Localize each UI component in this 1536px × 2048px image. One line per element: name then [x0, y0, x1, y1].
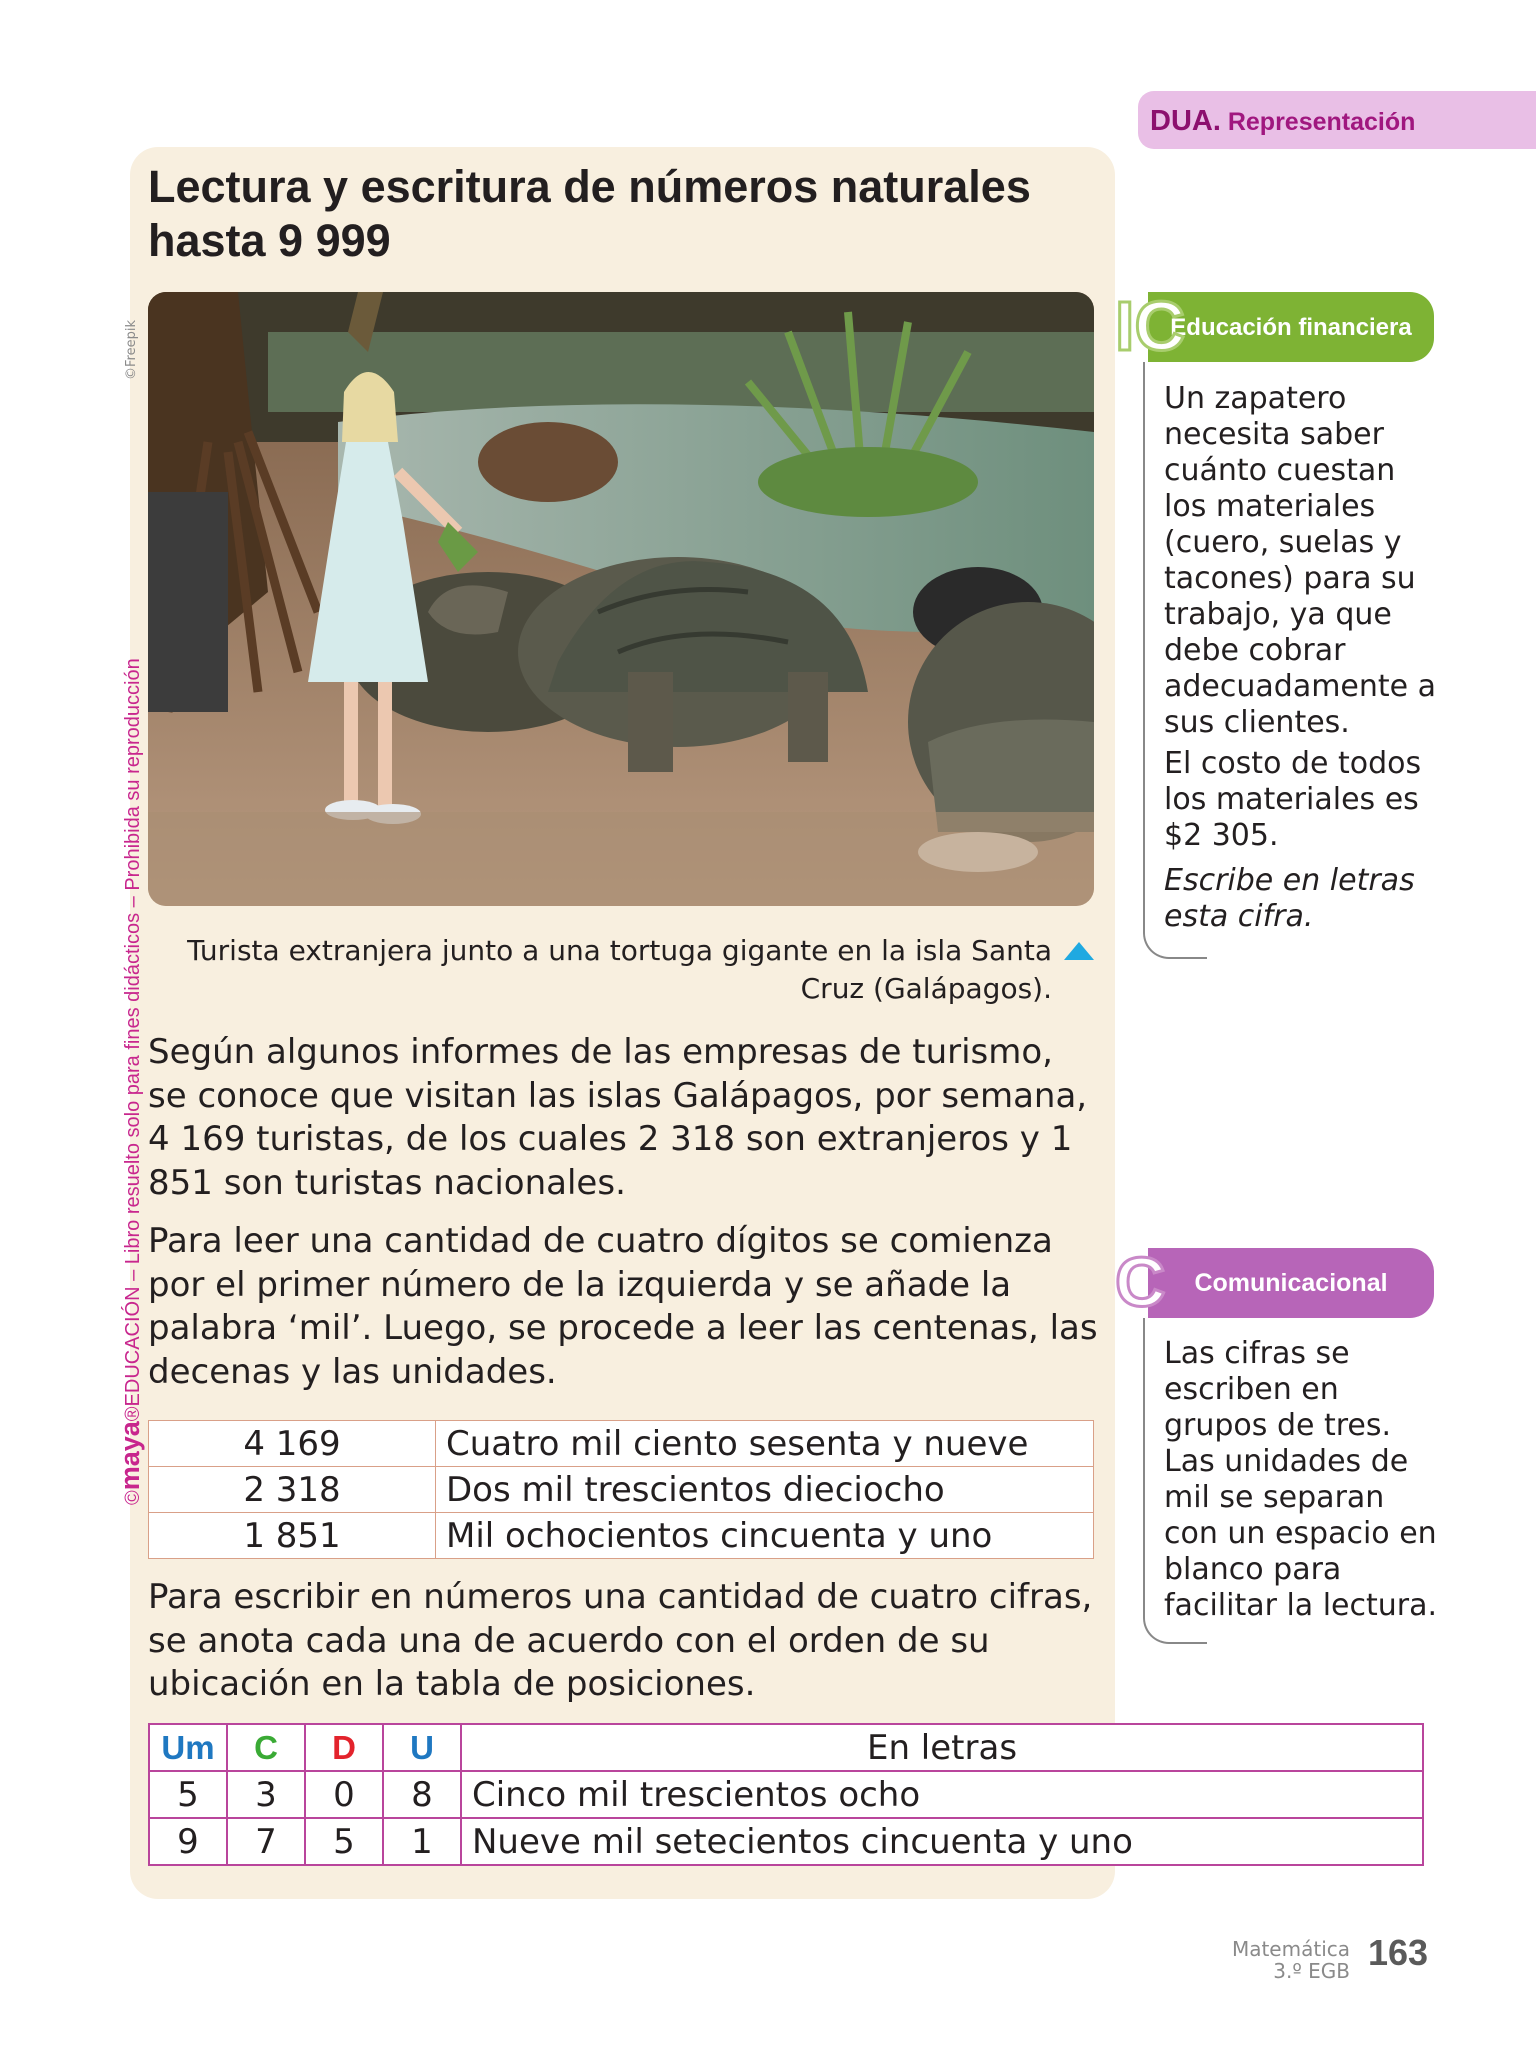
dua-banner — [1138, 91, 1536, 149]
ic-icon: IC — [1115, 287, 1185, 365]
header-d: D — [305, 1724, 383, 1771]
digit-cell: 5 — [305, 1818, 383, 1865]
table-row — [149, 1818, 1423, 1865]
caption-pointer-icon — [1064, 942, 1094, 960]
header-words: En letras — [461, 1724, 1423, 1771]
financial-task: Escribe en letras esta cifra. — [1164, 863, 1415, 934]
financial-text: Un zapatero necesita saber cuánto cuestan los materiales (cuero, suelas y tacones) para su trabajo, ya que debe cobrar adecuadamente a sus clientes. — [1164, 381, 1437, 740]
header-c: C — [227, 1724, 305, 1771]
number-cell: 4 169 — [149, 1421, 436, 1467]
digit-cell: 8 — [383, 1771, 461, 1818]
digit-cell: 9 — [149, 1818, 227, 1865]
digit-cell: 7 — [227, 1818, 305, 1865]
table-header-row — [149, 1724, 1423, 1771]
photo-caption: Turista extranjera junto a una tortuga gigante en la isla Santa Cruz (Galápagos). — [187, 934, 1052, 1005]
words-cell: Cinco mil trescientos ocho — [461, 1771, 1423, 1818]
digit-cell: 1 — [383, 1818, 461, 1865]
financial-education-tab: Educación financiera — [1148, 292, 1434, 362]
digit-cell: 5 — [149, 1771, 227, 1818]
words-cell: Mil ochocientos cincuenta y uno — [436, 1513, 1094, 1559]
table-row — [149, 1771, 1423, 1818]
table-row — [149, 1467, 1094, 1513]
numbers-words-table — [148, 1420, 1094, 1559]
table-row — [149, 1421, 1094, 1467]
header-um: Um — [149, 1724, 227, 1771]
c-icon: C — [1115, 1243, 1166, 1321]
words-cell: Dos mil trescientos dieciocho — [436, 1467, 1094, 1513]
photo-credit: ©Freepik — [124, 320, 139, 380]
header-u: U — [383, 1724, 461, 1771]
page-number: 163 — [1368, 1932, 1429, 1973]
financial-cost-text: El costo de todos los materiales es $2 305. — [1164, 746, 1422, 853]
words-cell: Nueve mil setecientos cincuenta y uno — [461, 1818, 1423, 1865]
digit-cell: 3 — [227, 1771, 305, 1818]
paragraph-tourism: Según algunos informes de las empresas de turismo, se conoce que visitan las islas Galápagos, por semana, 4 169 turistas, de los cuales 2 318 son extranjeros y 1 851 son turistas nacionales. — [148, 1032, 1088, 1203]
communication-text: Las cifras se escriben en grupos de tres. Las unidades de mil se separan con un espacio en blanco para facilitar la lectura. — [1164, 1336, 1438, 1623]
table-row — [149, 1513, 1094, 1559]
footer-subject: Matemática 3.º EGB — [1231, 1937, 1350, 1983]
digit-cell: 0 — [305, 1771, 383, 1818]
dua-label: DUA. Representación — [1150, 105, 1416, 137]
communication-tab: Comunicacional — [1148, 1248, 1434, 1318]
place-value-table — [148, 1723, 1424, 1866]
tortoise-photo — [148, 292, 1094, 906]
paragraph-reading-rule: Para leer una cantidad de cuatro dígitos se comienza por el primer número de la izquierda y se añade la palabra ‘mil’. Luego, se procede a leer las centenas, las decenas y las unidades. — [148, 1221, 1098, 1392]
number-cell: 2 318 — [149, 1467, 436, 1513]
page-title: Lectura y escritura de números naturales hasta 9 999 — [148, 161, 1031, 266]
words-cell: Cuatro mil ciento sesenta y nueve — [436, 1421, 1094, 1467]
paragraph-writing-rule: Para escribir en números una cantidad de cuatro cifras, se anota cada una de acuerdo con el orden de su ubicación en la tabla de posiciones. — [148, 1577, 1093, 1704]
copyright-notice: ©maya®EDUCACIÓN – Libro resuelto solo para fines didácticos – Prohibida su reproducción — [115, 658, 145, 1505]
number-cell: 1 851 — [149, 1513, 436, 1559]
